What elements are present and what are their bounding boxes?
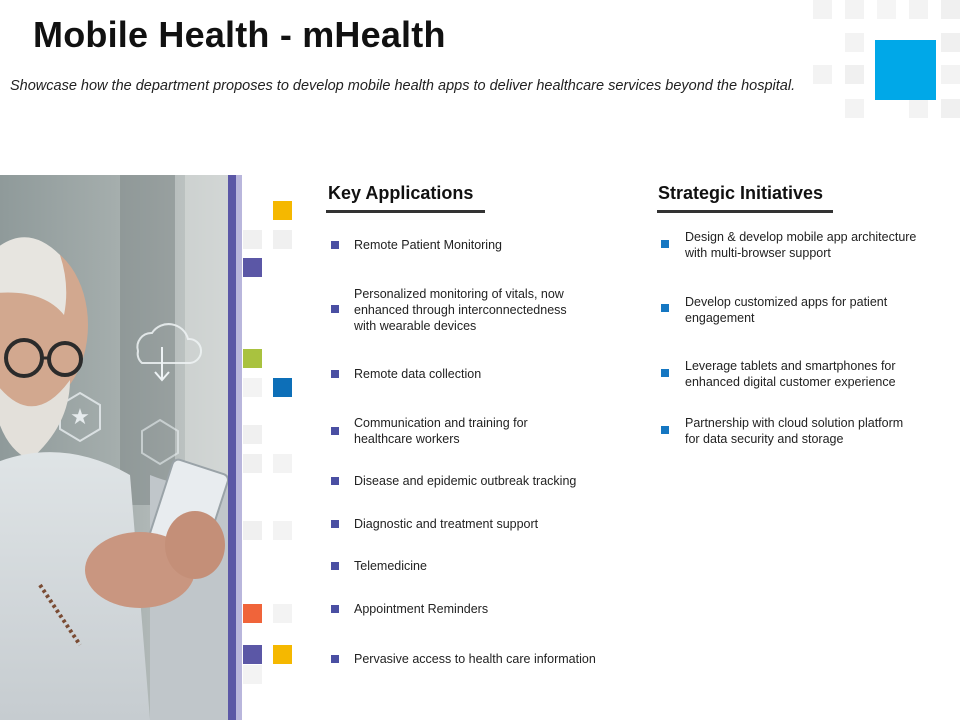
bullet-square-icon — [331, 305, 339, 313]
bullet-square-icon — [331, 477, 339, 485]
list-item: Diagnostic and treatment support — [354, 517, 539, 531]
list-item: Design & develop mobile app architecture with multi-browser support — [685, 230, 917, 260]
list-item: Appointment Reminders — [354, 602, 489, 616]
list-item: Pervasive access to health care information — [354, 652, 596, 666]
list-item: Disease and epidemic outbreak tracking — [354, 474, 577, 488]
bullet-square-icon — [661, 304, 669, 312]
list-item: Personalized monitoring of vitals, now enhanced through interconnectedness with wearable devices — [354, 287, 567, 333]
bullet-square-icon — [331, 520, 339, 528]
divider-bar-dark — [228, 175, 236, 720]
bullet-square-icon — [331, 241, 339, 249]
bullet-square-icon — [661, 240, 669, 248]
key-applications-heading: Key Applications — [328, 183, 474, 203]
list-item: Remote data collection — [354, 367, 482, 381]
bullet-square-icon — [661, 426, 669, 434]
list-item: Leverage tablets and smartphones for enhanced digital customer experience — [685, 359, 896, 389]
list-item: Communication and training for healthcare workers — [354, 416, 528, 446]
bullet-square-icon — [331, 370, 339, 378]
list-item: Develop customized apps for patient engagement — [685, 295, 888, 325]
strategic-initiatives-heading: Strategic Initiatives — [658, 183, 824, 203]
bullet-square-icon — [331, 427, 339, 435]
bullet-square-icon — [661, 369, 669, 377]
slide-subtitle: Showcase how the department proposes to develop mobile health apps to deliver healthcare services beyond the hospital. — [10, 78, 796, 94]
bullet-square-icon — [331, 655, 339, 663]
list-item: Partnership with cloud solution platform for data security and storage — [685, 416, 904, 446]
list-item: Telemedicine — [354, 559, 427, 573]
bullet-square-icon — [331, 605, 339, 613]
slide-title: Mobile Health - mHealth — [33, 14, 446, 55]
accent-blue-square — [875, 40, 936, 100]
divider-bar-light — [236, 175, 242, 720]
photo-elderly-man-with-phone — [0, 175, 228, 720]
strategic-initiatives-underline — [657, 210, 833, 213]
list-item: Remote Patient Monitoring — [354, 238, 502, 252]
key-applications-underline — [326, 210, 485, 213]
svg-text:★: ★ — [70, 405, 90, 430]
bullet-square-icon — [331, 562, 339, 570]
